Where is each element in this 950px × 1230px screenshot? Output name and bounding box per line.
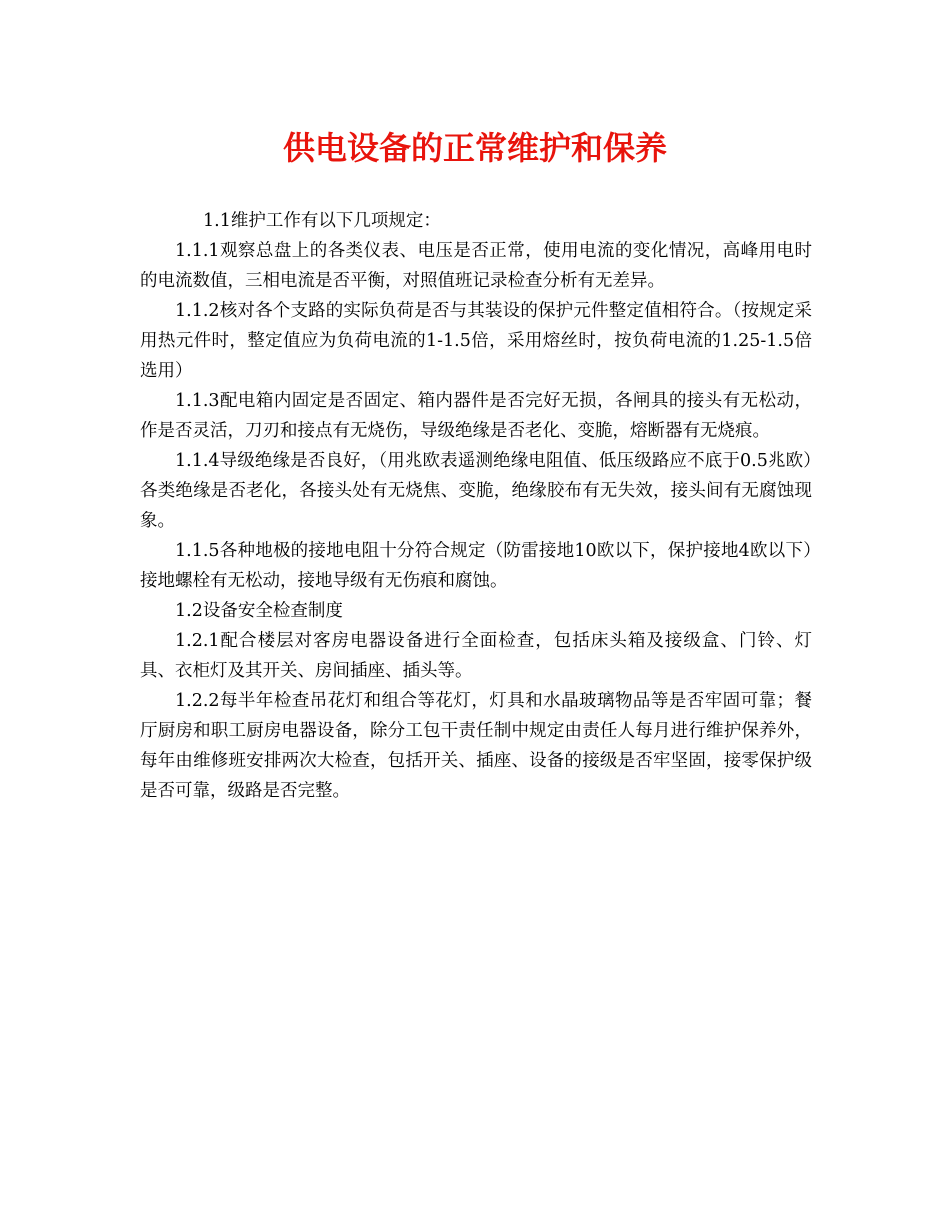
document-title: 供电设备的正常维护和保养 <box>282 129 667 167</box>
document-body <box>140 206 812 806</box>
paragraph-1-2-2: 1.2.2每半年检查吊花灯和组合等花灯，灯具和水晶玻璃物品等是否牢固可靠；餐厅厨房和职工厨房电器设备，除分工包干责任制中规定由责任人每月进行维护保养外，每年由维修班安排两次大检查，包括开关、插座、设备的接级是否牢坚固，接零保护级是否可靠，级路是否完整。 <box>140 691 812 801</box>
paragraph-1-1-2: 1.1.2核对各个支路的实际负荷是否与其装设的保护元件整定值相符合。（按规定采用热元件时，整定值应为负荷电流的1-1.5倍，采用熔丝时，按负荷电流的1.25-1.5倍选用） <box>140 301 812 381</box>
paragraph-1-1-1: 1.1.1观察总盘上的各类仪表、电压是否正常，使用电流的变化情况，高峰用电时的电流数值，三相电流是否平衡，对照值班记录检查分析有无差异。 <box>140 241 812 291</box>
paragraph-1-2: 1.2设备安全检查制度 <box>175 601 343 621</box>
paragraph-1-1-4: 1.1.4导级绝缘是否良好，（用兆欧表遥测绝缘电阻值、低压级路应不底于0.5兆欧）各类绝缘是否老化，各接头处有无烧焦、变脆，绝缘胶布有无失效，接头间有无腐蚀现象。 <box>140 451 812 531</box>
paragraph-1-1-3: 1.1.3配电箱内固定是否固定、箱内器件是否完好无损，各闸具的接头有无松动， 作是否灵活，刀刃和接点有无烧伤，导级绝缘是否老化、变脆，熔断器有无烧痕。 <box>140 391 812 441</box>
paragraph-1-1-5: 1.1.5各种地极的接地电阻十分符合规定（防雷接地10欧以下，保护接地4欧以下）接地螺栓有无松动，接地导级有无伤痕和腐蚀。 <box>140 541 812 591</box>
paragraph-1-1: 1.1维护工作有以下几项规定： <box>203 211 441 231</box>
paragraph-1-2-1: 1.2.1配合楼层对客房电器设备进行全面检查，包括床头箱及接级盒、门铃、灯具、衣柜灯及其开关、房间插座、插头等。 <box>140 631 812 681</box>
